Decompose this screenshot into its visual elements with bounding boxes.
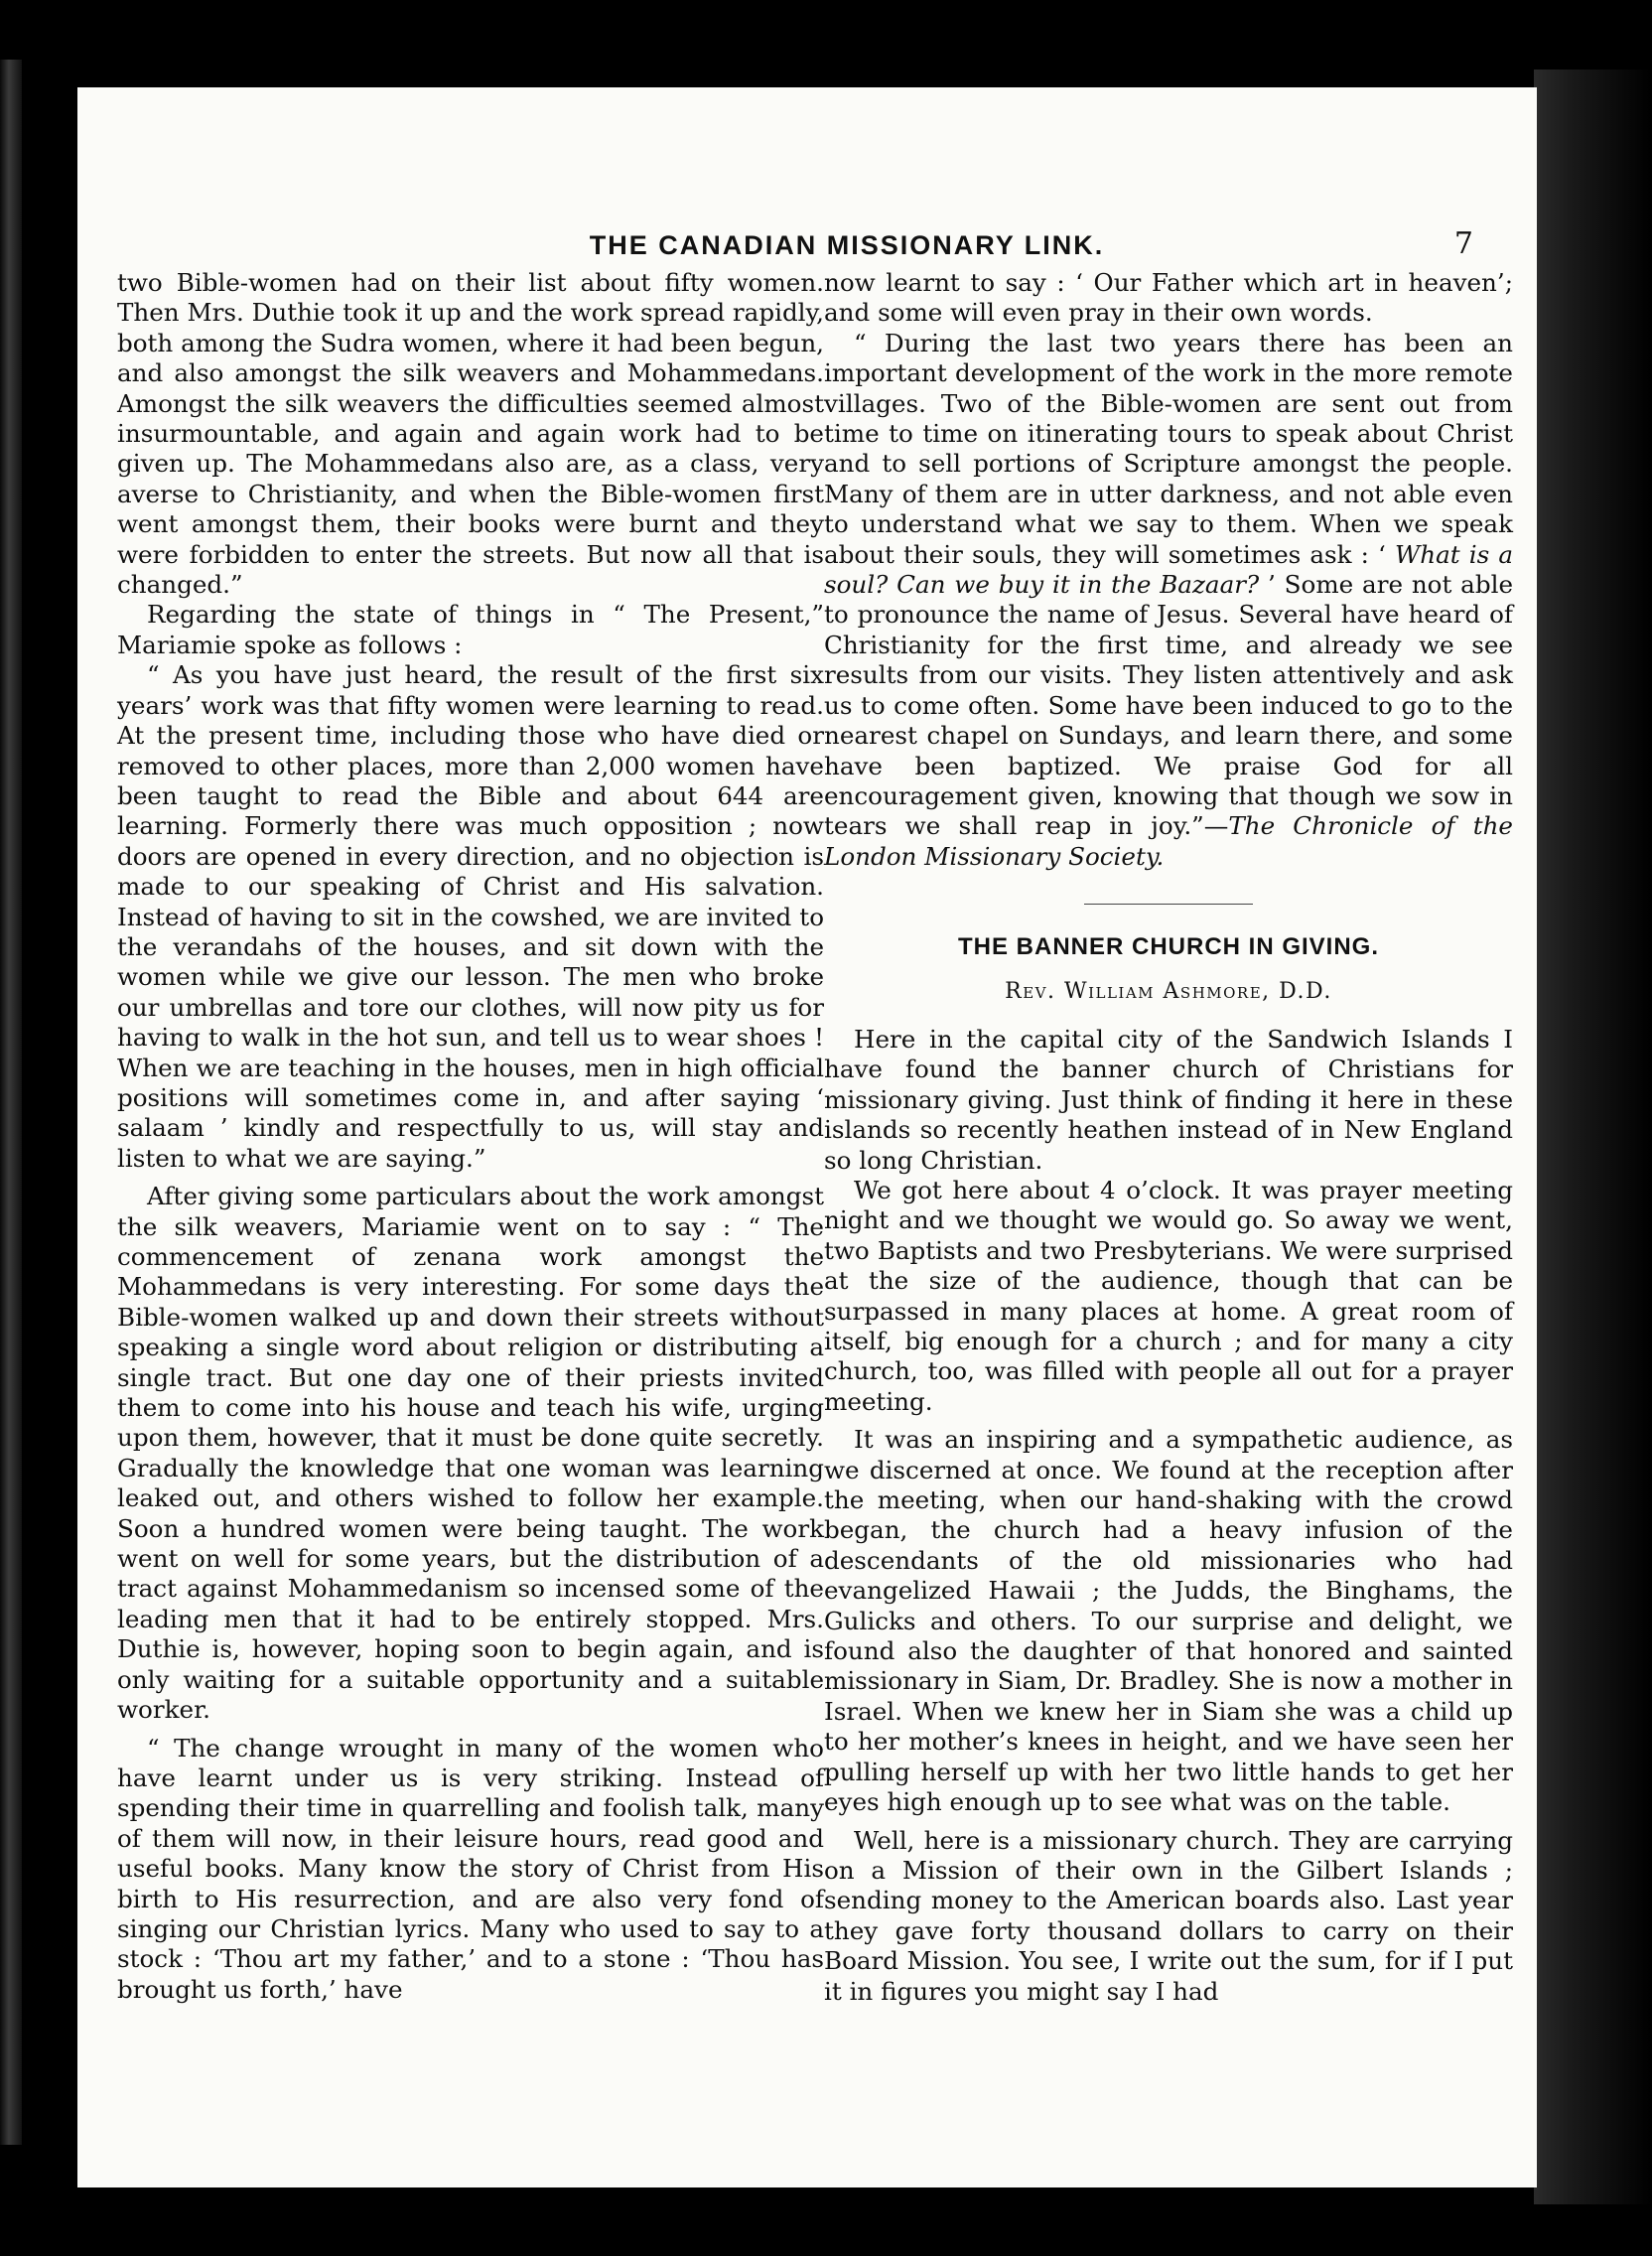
running-title: THE CANADIAN MISSIONARY LINK. <box>589 230 1105 260</box>
right-paragraph-1: now learnt to say : ‘ Our Father which art in heaven’; and some will even pray in their own words. <box>824 268 1513 328</box>
section-divider <box>1084 904 1253 905</box>
quote-text-start: “ During the last two years there has been an important development of the work in the more remote villages. Two of the Bible-women are sent out from time to time on itinerating tours to speak about Christ and to sell portions of Scripture amongst the people. Many of them are in utter darkness, and not able even to understand what we say to them. When we speak about their souls, they will sometimes ask : ‘ <box>824 328 1513 569</box>
source-citation: The Chronicle of the London Missionary Society. <box>824 811 1513 871</box>
left-paragraph-1: two Bible-women had on their list about fifty women. Then Mrs. Duthie took it up and the work spread rapidly, both among the Sudra women, where it had been begun, and also amongst the silk weavers and Mohammedans. Amongst the silk weavers the difficulties seemed almost insurmountable, and again and again work had to be given up. The Mohammedans also are, as a class, very averse to Christianity, and when the Bible-women first went amongst them, their books were burnt and they were forbidden to enter the streets. But now all that is changed.” <box>117 268 824 600</box>
article-paragraph-4: Well, here is a missionary church. They are carrying on a Mission of their own in the Gilbert Islands ; sending money to the American boards also. Last year they gave forty thousand dollars to carry on their Board Mission. You see, I write out the sum, for if I put it in figures you might say I had <box>824 1825 1513 2006</box>
left-column <box>117 268 824 2005</box>
article-byline: Rev. William Ashmore, D.D. <box>1005 978 1332 1004</box>
quote-text-middle: ’ Some are not able to pronounce the name of Jesus. Several have heard of Christianity for the first time, and already we see results from our visits. They listen attentively and ask us to come often. Some have been induced to go to the nearest chapel on Sundays, and learn there, and some have been baptized. We praise God for all encouragement given, knowing that though we sow in tears we shall reap in joy.”— <box>824 570 1514 841</box>
article-paragraph-3: It was an inspiring and a sympathetic audience, as we discerned at once. We found at the reception after the meeting, when our hand-shaking with the crowd began, the church had a heavy infusion of the descendants of the old missionaries who had evangelized Hawaii ; the Judds, the Binghams, the Gulicks and others. To our surprise and delight, we found also the daughter of that honored and sainted missionary in Siam, Dr. Bradley. She is now a mother in Israel. When we knew her in Siam she was a child up to her mother’s knees in height, and we have seen her pulling herself up with her two little hands to get her eyes high enough up to see what was on the table. <box>824 1425 1513 1817</box>
article-paragraph-2: We got here about 4 o’clock. It was prayer meeting night and we thought we would go. So away we went, two Baptists and two Presbyterians. We were surprised at the size of the audience, though that can be surpassed in many places at home. A great room of itself, big enough for a church ; and for many a city church, too, was filled with people all out for a prayer meeting. <box>824 1175 1513 1416</box>
left-paragraph-5: “ The change wrought in many of the women who have learnt under us is very striking. Instead of spending their time in quarrelling and foolish talk, many of them will now, in their leisure hours, read good and useful books. Many know the story of Christ from His birth to His resurrection, and are also very fond of singing our Christian lyrics. Many who used to say to a stock : ‘Thou art my father,’ and to a stone : ‘Thou has brought us forth,’ have <box>117 1733 824 2004</box>
quote-italic-question: What is a soul? Can we buy it in the Bazaar? <box>824 539 1513 600</box>
left-paragraph-4: After giving some particulars about the work amongst the silk weavers, Mariamie went on to say : “ The commencement of zenana work amongst the Mohammedans is very interesting. For some days the Bible-women walked up and down their streets without speaking a single word about religion or distributing a single tract. But one day one of their priests invited them to come into his house and teach his wife, urging upon them, however, that it must be done quite secretly. Gradually the knowledge that one woman was learning leaked out, and others wished to follow her example. Soon a hundred women were being taught. The work went on well for some years, but the distribution of a tract against Mohammedanism so incensed some of the leading men that it had to be entirely stopped. Mrs. Duthie is, however, hoping soon to begin again, and is only waiting for a suitable opportunity and a suitable worker. <box>117 1182 824 1725</box>
left-paragraph-3: “ As you have just heard, the result of the first six years’ work was that fifty women were learning to read. At the present time, including those who have died or removed to other places, more than 2,000 women have been taught to read the Bible and about 644 are learning. Formerly there was much opposition ; now doors are opened in every direction, and no objection is made to our speaking of Christ and His salvation. Instead of having to sit in the cowshed, we are invited to the verandahs of the houses, and sit down with the women while we give our lesson. The men who broke our umbrellas and tore our clothes, will now pity us for having to walk in the hot sun, and tell us to wear shoes ! When we are teaching in the houses, men in high official positions will sometimes come in, and after saying ‘ salaam ’ kindly and respectfully to us, will stay and listen to what we are saying.” <box>117 660 824 1173</box>
book-binding-left-edge <box>0 60 22 2145</box>
right-paragraph-2 <box>824 329 1513 872</box>
right-column <box>824 268 1537 2007</box>
book-binding-right-edge <box>1534 70 1652 2204</box>
article-title: THE BANNER CHURCH IN GIVING. <box>957 933 1379 961</box>
page-number: 7 <box>1453 226 1473 261</box>
page-header <box>77 226 1537 266</box>
left-paragraph-2: Regarding the state of things in “ The Present,” Mariamie spoke as follows : <box>117 600 824 659</box>
article-paragraph-1: Here in the capital city of the Sandwich Islands I have found the banner church of Christians for missionary giving. Just think of finding it here in these islands so recently heathen instead of in New England so long Christian. <box>824 1024 1513 1175</box>
document-page <box>77 87 1537 2187</box>
